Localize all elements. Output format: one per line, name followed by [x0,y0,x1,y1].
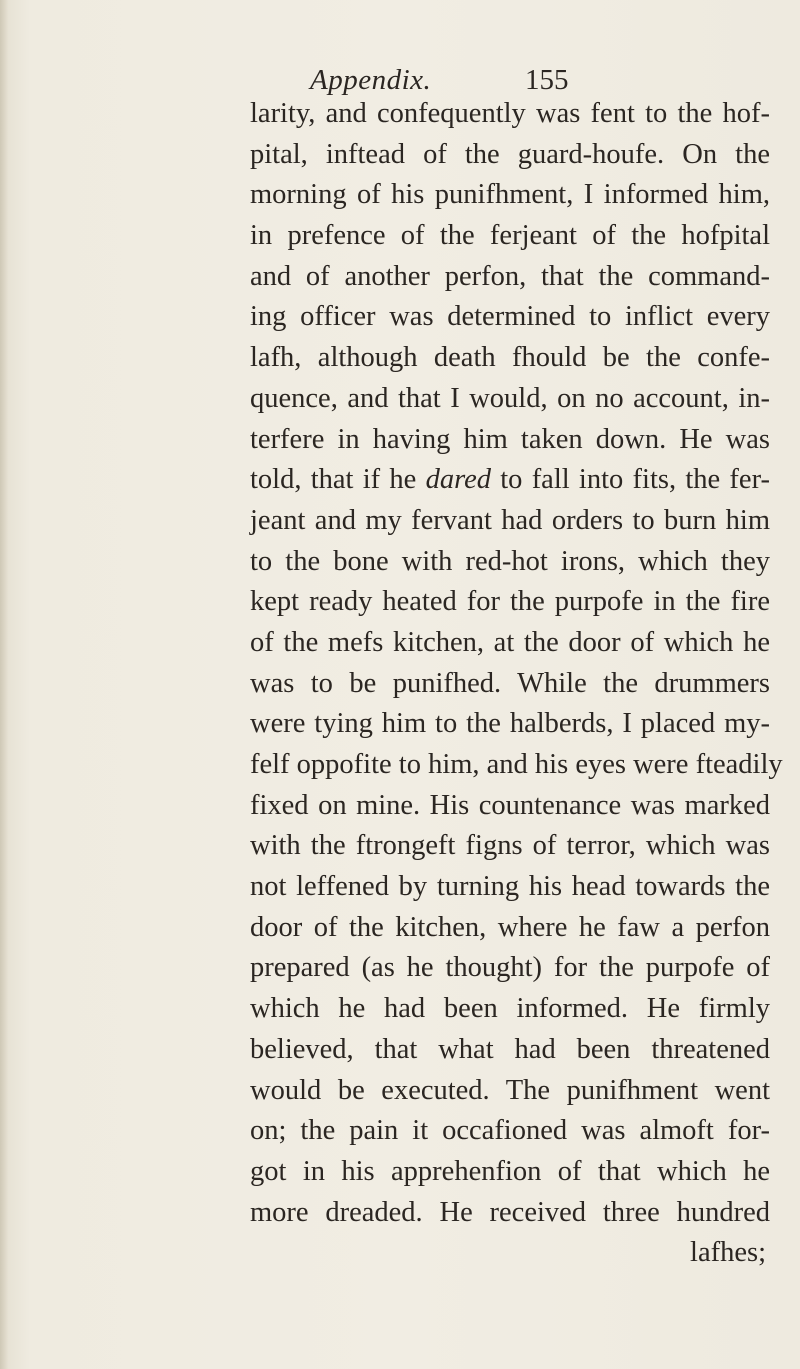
text-line: ing officer was determined to inflict every [250,301,770,333]
text-line-with-italic [250,460,770,501]
text-line: on; the pain it occafioned was almoft for- [250,1115,770,1147]
text-line: believed, that what had been threatened [250,1033,770,1065]
text-segment: told, that if he [250,464,426,496]
text-line: felf oppofite to him, and his eyes were fteadily [250,749,783,780]
text-line: got in his apprehenfion of that which he [250,1155,770,1187]
text-line: to the bone with red-hot irons, which they [250,545,770,577]
text-line: not leffened by turning his head towards the [250,871,770,903]
text-line: morning of his punifhment, I informed him, [250,179,770,211]
text-line: quence, and that I would, on no account, in- [250,382,770,414]
text-line: were tying him to the halberds, I placed my- [250,708,770,740]
text-line: in prefence of the ferjeant of the hofpital [250,220,770,252]
text-line: pital, inftead of the guard-houfe. On the [250,138,770,170]
text-line: of the mefs kitchen, at the door of which he [250,626,770,658]
text-segment: to fall into fits, the fer- [491,464,770,496]
body-text [250,94,783,1274]
text-line: larity, and confequently was fent to the hof- [250,98,770,129]
running-title: Appendix. [310,64,432,96]
catchword-line: lafhes; [690,1237,766,1269]
text-line: jeant and my fervant had orders to burn him [250,504,770,536]
text-line: with the ftrongeft figns of terror, which was [250,830,770,862]
page-number: 155 [525,64,569,96]
italic-word: dared [425,464,491,496]
text-line: door of the kitchen, where he faw a perfon [250,911,770,943]
text-line: and of another perfon, that the command- [250,260,770,292]
text-line: more dreaded. He received three hundred [250,1196,770,1228]
text-line: prepared (as he thought) for the purpofe of [250,952,770,984]
text-line: fixed on mine. His countenance was marked [250,789,770,821]
text-line: kept ready heated for the purpofe in the fire [250,586,770,618]
text-line: which he had been informed. He firmly [250,993,770,1025]
text-line: was to be punifhed. While the drummers [250,667,770,699]
text-line: terfere in having him taken down. He was [250,423,770,455]
page-gutter-edge [0,0,8,1369]
text-line: lafh, although death fhould be the confe- [250,342,770,374]
text-line: would be executed. The punifhment went [250,1074,770,1106]
